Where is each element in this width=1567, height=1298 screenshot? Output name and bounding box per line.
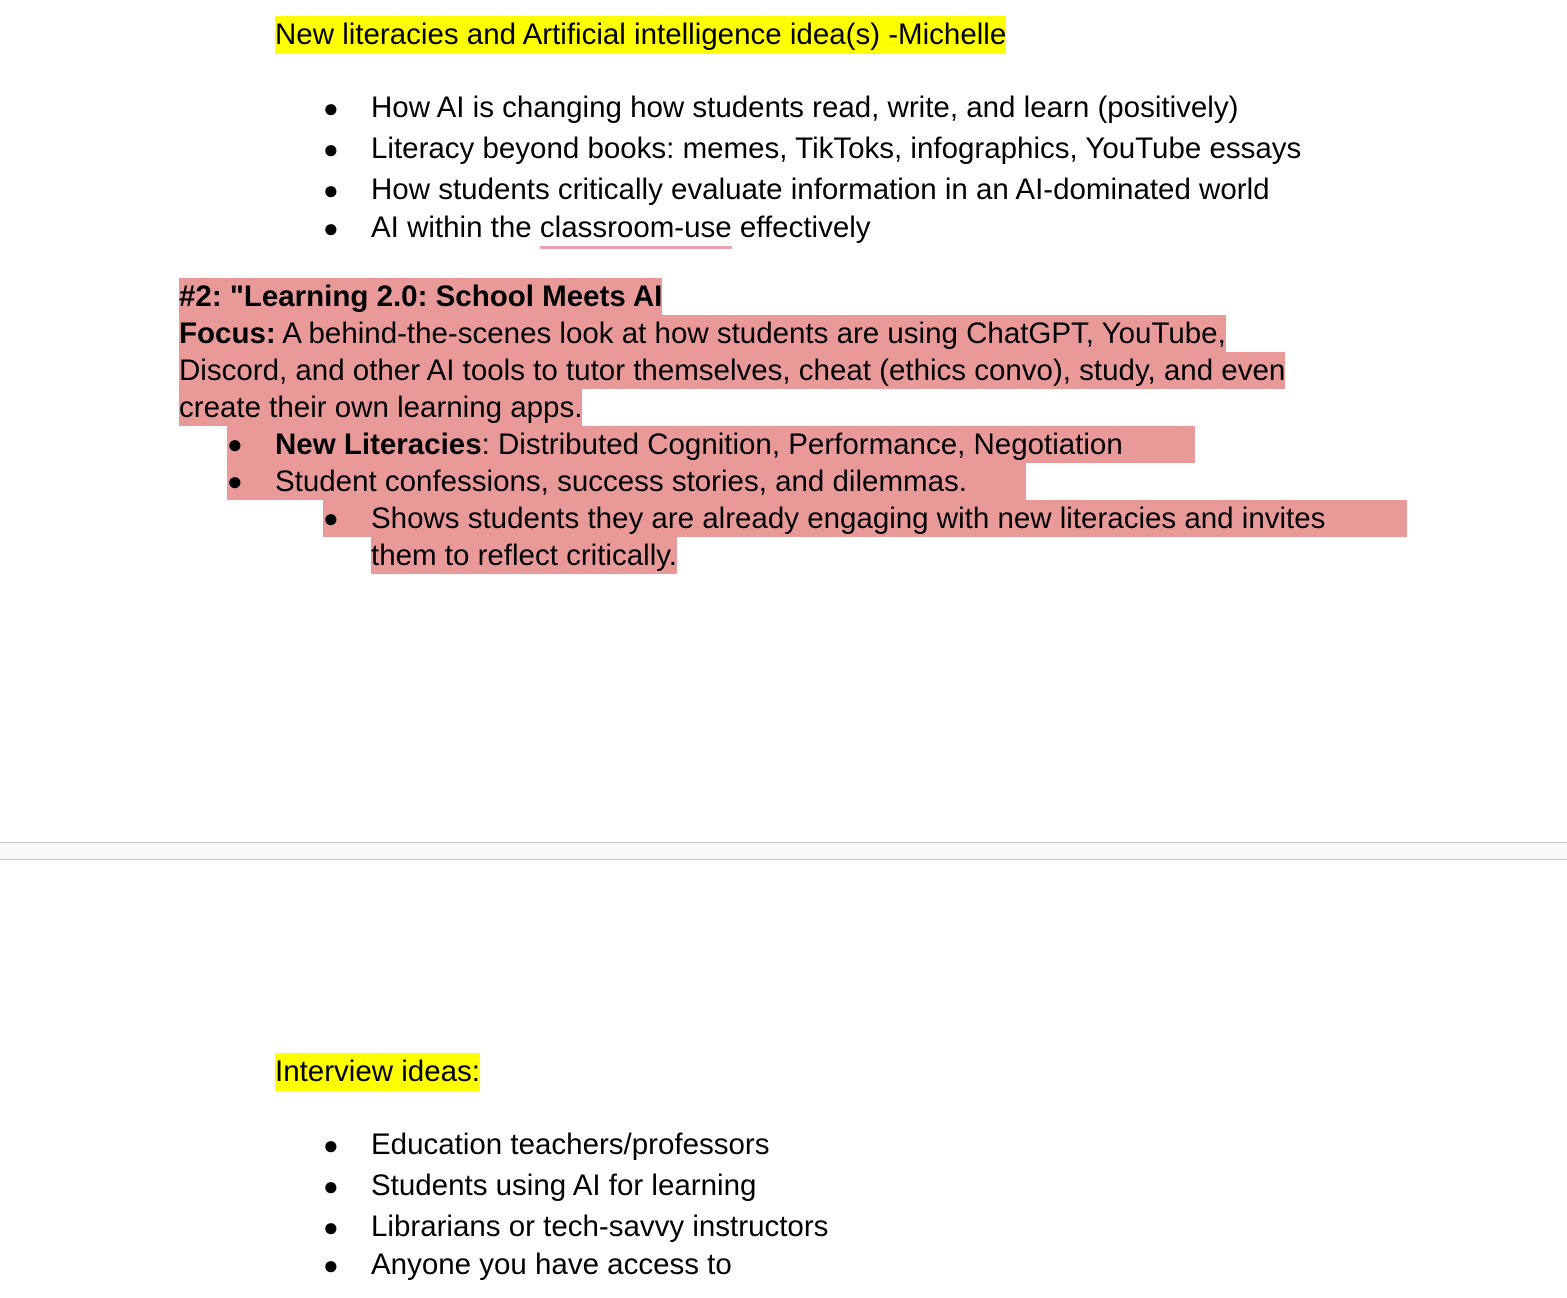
focus-paragraph-line: Discord, and other AI tools to tutor themselves, cheat (ethics convo), study, and even xyxy=(179,354,1286,387)
bullet-dot: ● xyxy=(323,1212,339,1242)
list-item-text: : Distributed Cognition, Performance, Negotiation xyxy=(481,428,1123,461)
bullet-dot: ● xyxy=(323,1171,339,1201)
section1-heading xyxy=(275,16,1006,54)
new-literacies-label: New Literacies xyxy=(275,428,482,461)
focus-label: Focus: xyxy=(179,317,276,350)
list-item: How AI is changing how students read, write, and learn (positively) xyxy=(371,91,1239,124)
sub-list-item-continuation: them to reflect critically. xyxy=(371,539,678,572)
list-item-text: Student confessions, success stories, and dilemmas. xyxy=(275,465,967,498)
bullet-dot: ● xyxy=(323,503,339,533)
page-break xyxy=(0,842,1567,860)
spellcheck-flagged-word[interactable]: classroom-use xyxy=(540,211,732,249)
sub-list-item xyxy=(323,500,1407,537)
list-item: Education teachers/professors xyxy=(371,1128,770,1161)
focus-paragraph-line xyxy=(179,315,1226,352)
list-item: Literacy beyond books: memes, TikToks, infographics, YouTube essays xyxy=(371,132,1302,165)
bullet-dot: ● xyxy=(323,1250,339,1280)
bullet-dot: ● xyxy=(323,134,339,164)
focus-text: A behind-the-scenes look at how students are using ChatGPT, YouTube, xyxy=(275,317,1226,350)
list-item xyxy=(227,463,1026,500)
list-item: How students critically evaluate information in an AI-dominated world xyxy=(371,173,1270,206)
list-item: Anyone you have access to xyxy=(371,1248,732,1281)
list-item-text: AI within the xyxy=(371,211,540,244)
list-item: Students using AI for learning xyxy=(371,1169,757,1202)
bullet-dot: ● xyxy=(323,93,339,123)
bullet-dot: ● xyxy=(227,429,243,459)
bullet-dot: ● xyxy=(323,175,339,205)
focus-paragraph-line: create their own learning apps. xyxy=(179,391,583,424)
list-item xyxy=(227,426,1195,463)
list-item xyxy=(371,210,871,246)
list-item-text: effectively xyxy=(731,211,871,244)
document-page-2 xyxy=(0,860,1567,1298)
sub-list-item-text: Shows students they are already engaging with new literacies and invites xyxy=(371,502,1326,535)
section2-title: #2: "Learning 2.0: School Meets AI xyxy=(179,280,663,313)
section3-heading: Interview ideas: xyxy=(275,1053,480,1091)
bullet-dot: ● xyxy=(323,213,339,243)
list-item: Librarians or tech-savvy instructors xyxy=(371,1210,829,1243)
bullet-dot: ● xyxy=(227,466,243,496)
section1-heading-text: New literacies and Artificial intelligence idea(s) -Michelle xyxy=(275,18,1007,51)
bullet-dot: ● xyxy=(323,1130,339,1160)
